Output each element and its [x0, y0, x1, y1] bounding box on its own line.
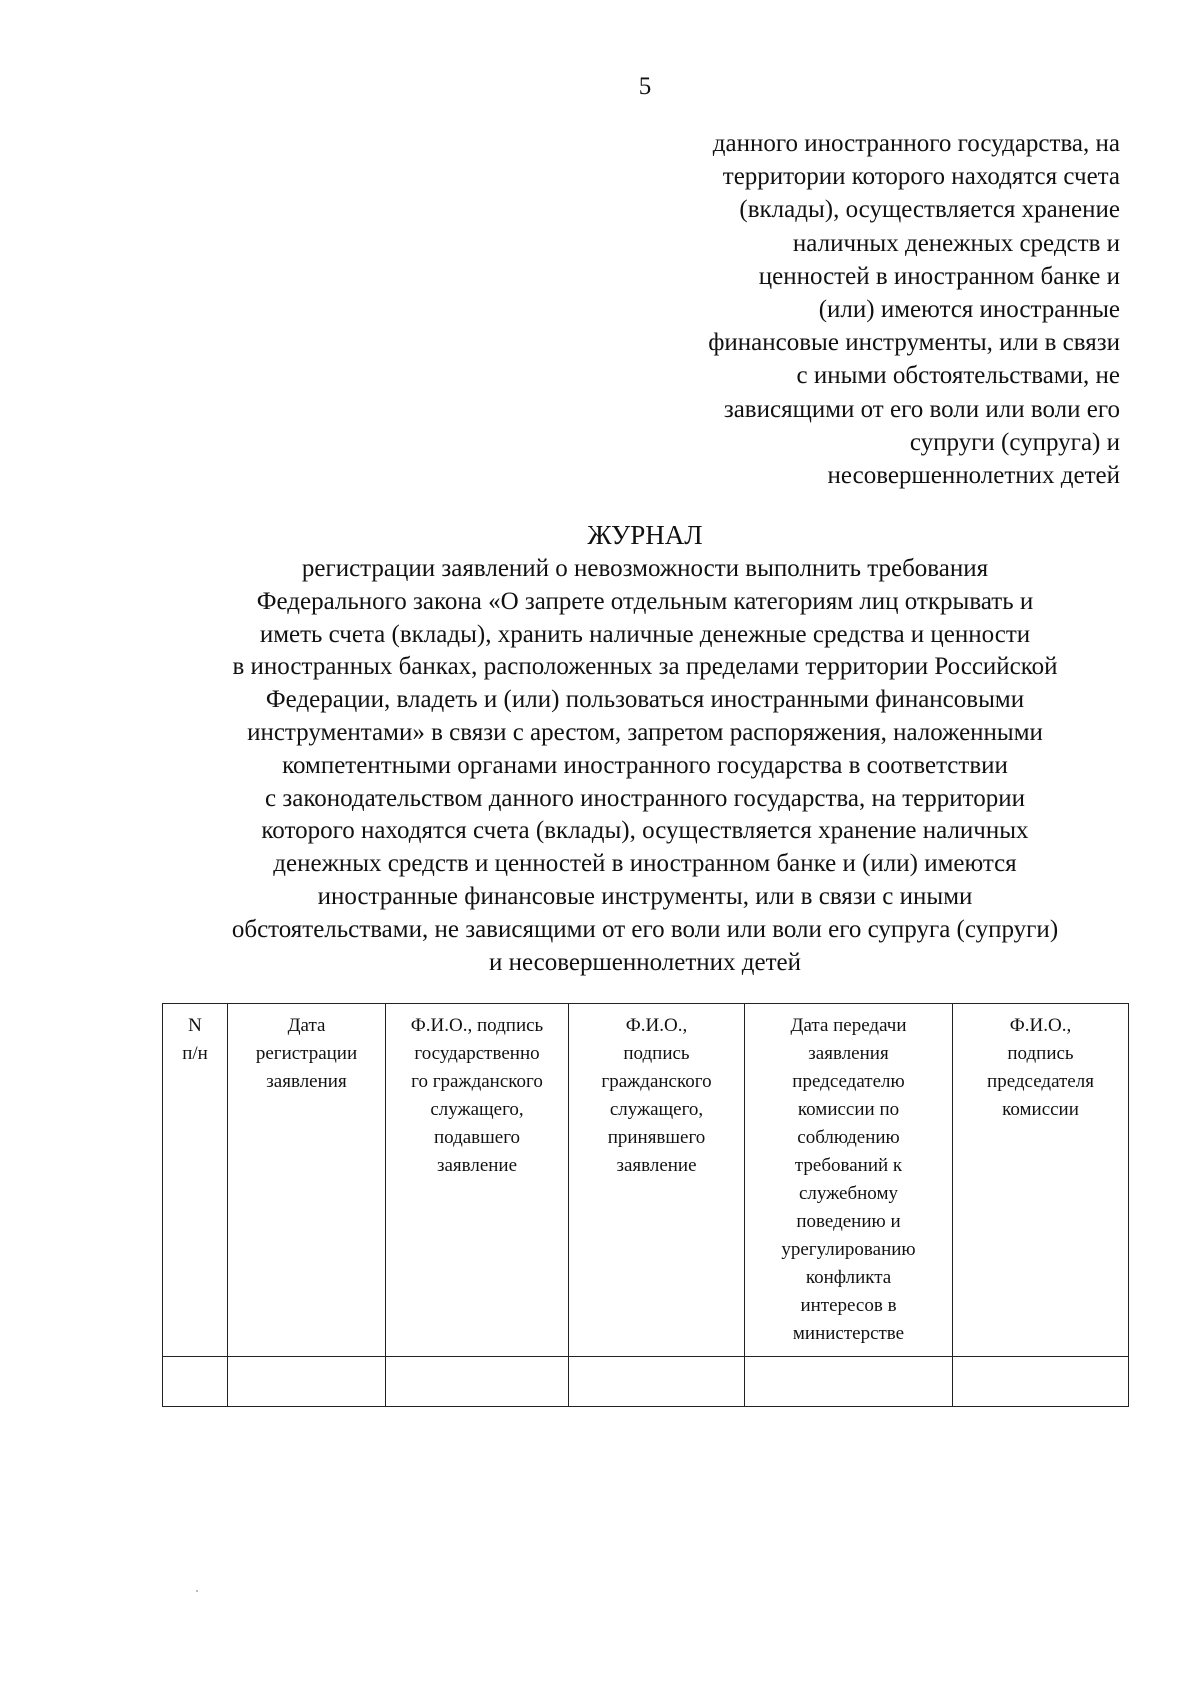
header-text: N: [188, 1015, 202, 1036]
header-text: государственно: [414, 1043, 540, 1064]
subtitle-line: иностранные финансовые инструменты, или в связи с иными: [317, 882, 973, 910]
header-text: служебному: [799, 1183, 898, 1204]
header-text: Дата передачи: [790, 1015, 907, 1036]
table-cell: [569, 1357, 745, 1407]
addressee-line: ценностей в иностранном банке и: [758, 262, 1120, 290]
subtitle-line: Федерального закона «О запрете отдельным категориям лиц открывать и: [256, 587, 1034, 615]
header-text: министерстве: [792, 1323, 905, 1344]
subtitle-line: регистрации заявлений о невозможности выполнить требования: [301, 555, 989, 582]
header-text: заявления: [808, 1043, 889, 1064]
header-text: Ф.И.О., подпись: [410, 1015, 544, 1036]
header-text: служащего,: [609, 1099, 704, 1120]
header-number: [163, 1004, 228, 1357]
header-text: председателю: [792, 1071, 905, 1092]
header-text: председателя: [987, 1071, 1094, 1092]
header-text: Ф.И.О.,: [625, 1015, 688, 1036]
subtitle-line: которого находятся счета (вклады), осуществляется хранение наличных: [261, 817, 1029, 845]
header-text: п/н: [182, 1043, 208, 1064]
journal-table: [162, 1003, 1129, 1407]
subtitle-line: в иностранных банках, расположенных за пределами территории Российской: [232, 653, 1058, 681]
header-text: Ф.И.О.,: [1009, 1015, 1072, 1036]
header-text: соблюдению: [797, 1127, 900, 1148]
document-subtitle: [100, 553, 1190, 979]
header-text: заявление: [436, 1155, 518, 1176]
table-header-row: [163, 1004, 1129, 1357]
subtitle-line: Федерации, владеть и (или) пользоваться иностранными финансовыми: [265, 686, 1025, 714]
header-text: конфликта: [805, 1267, 892, 1288]
header-text: требований к: [794, 1155, 903, 1176]
header-text: подпись: [623, 1043, 690, 1064]
header-receiver: [569, 1004, 745, 1357]
addressee-line: (вклады), осуществляется хранение: [739, 196, 1120, 224]
table-row: [163, 1357, 1129, 1407]
table-cell: [386, 1357, 569, 1407]
header-text: комиссии: [1002, 1099, 1079, 1120]
addressee-line: (или) имеются иностранные: [818, 296, 1120, 324]
table-cell: [163, 1357, 228, 1407]
header-text: поведению и: [796, 1211, 901, 1232]
table-cell: [953, 1357, 1129, 1407]
header-text: заявления: [266, 1071, 347, 1092]
addressee-line: финансовые инструменты, или в связи: [708, 329, 1120, 357]
table-cell: [745, 1357, 953, 1407]
subtitle-line: и несовершеннолетних детей: [488, 948, 802, 976]
header-text: подавшего: [433, 1127, 521, 1148]
header-text: Дата: [287, 1015, 326, 1036]
subtitle-line: денежных средств и ценностей в иностранном банке и (или) имеются: [273, 850, 1017, 878]
subtitle-line: компетентными органами иностранного государства в соответствии: [282, 751, 1008, 779]
addressee-block: [620, 127, 1120, 492]
page-number: 5: [638, 73, 652, 100]
header-text: подпись: [1007, 1043, 1074, 1064]
scan-speck: [196, 1590, 198, 1592]
addressee-line: данного иностранного государства, на: [712, 130, 1120, 157]
document-title: ЖУРНАЛ: [587, 520, 703, 550]
header-text: гражданского: [601, 1071, 712, 1092]
table-cell: [228, 1357, 386, 1407]
header-text: урегулированию: [781, 1239, 916, 1260]
addressee-line: зависящими от его воли или воли его: [723, 395, 1120, 423]
addressee-line: территории которого находятся счета: [722, 163, 1120, 191]
header-text: регистрации: [255, 1043, 358, 1064]
addressee-line: наличных денежных средств и: [792, 229, 1120, 257]
header-registration-date: [228, 1004, 386, 1357]
header-applicant: [386, 1004, 569, 1357]
header-text: принявшего: [607, 1127, 706, 1148]
header-text: комиссии по: [797, 1099, 900, 1120]
header-text: служащего,: [430, 1099, 524, 1120]
addressee-line: супруги (супруга) и: [909, 428, 1120, 456]
header-chairman: [953, 1004, 1129, 1357]
header-text: заявление: [616, 1155, 697, 1176]
subtitle-line: инструментами» в связи с арестом, запретом распоряжения, наложенными: [247, 718, 1043, 746]
header-text: го гражданского: [411, 1071, 543, 1092]
addressee-line: с иными обстоятельствами, не: [796, 362, 1120, 390]
addressee-line: несовершеннолетних детей: [827, 462, 1120, 490]
header-transfer-date: [745, 1004, 953, 1357]
header-text: интересов в: [800, 1295, 897, 1316]
subtitle-line: обстоятельствами, не зависящими от его воли или воли его супруга (супруги): [231, 915, 1059, 943]
subtitle-line: иметь счета (вклады), хранить наличные денежные средства и ценности: [259, 620, 1031, 648]
subtitle-line: с законодательством данного иностранного государства, на территории: [265, 784, 1025, 812]
